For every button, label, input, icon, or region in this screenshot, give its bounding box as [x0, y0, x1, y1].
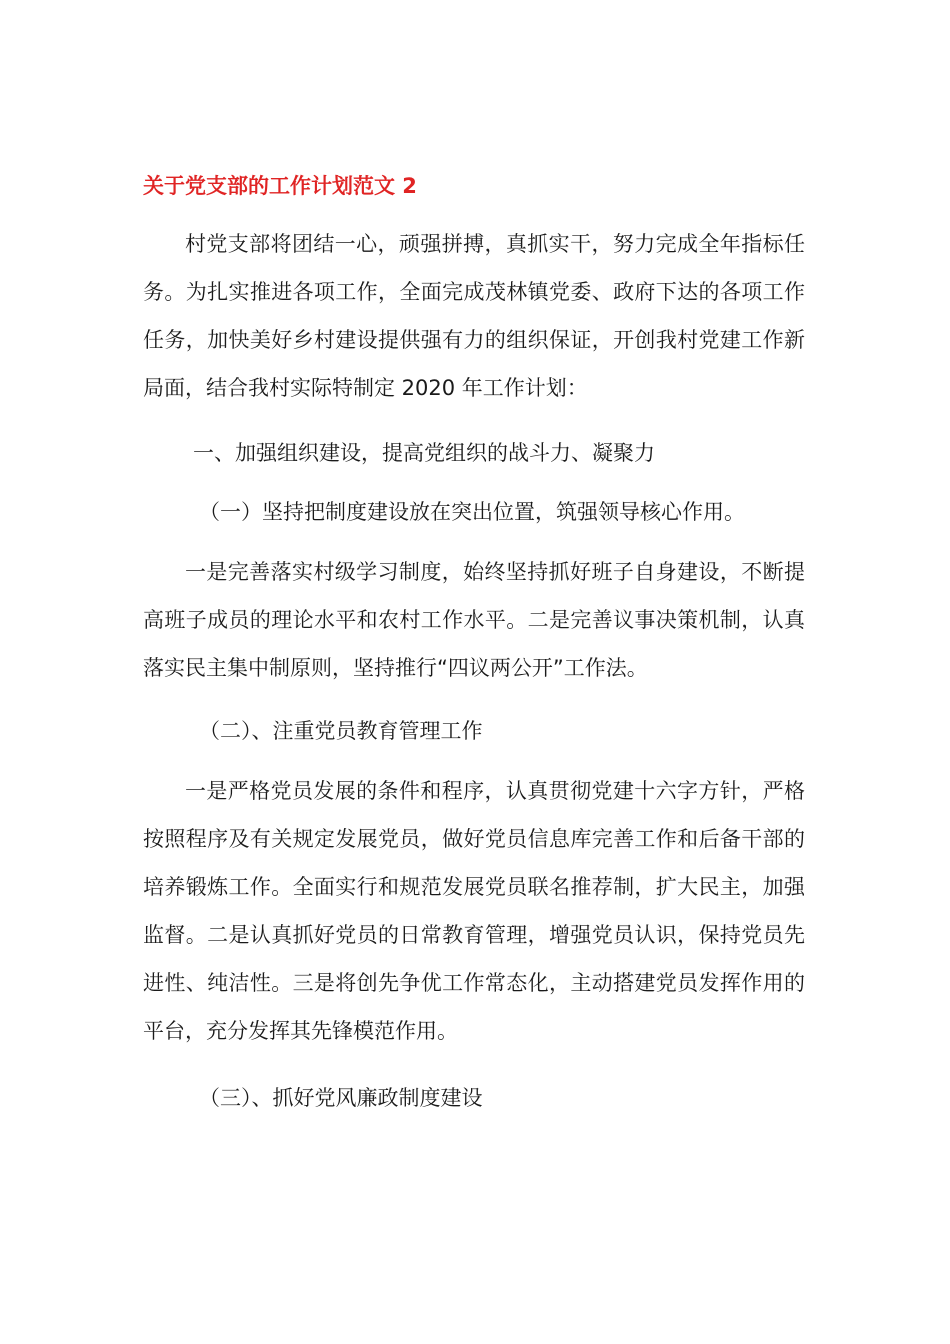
- subsection-2-body: 一是严格党员发展的条件和程序，认真贯彻党建十六字方针，严格按照程序及有关规定发展党员，做好党员信息库完善工作和后备干部的培养锻炼工作。全面实行和规范发展党员联名推荐制，扩大民主，加强监督。二是认真抓好党员的日常教育管理，增强党员认识，保持党员先进性、纯洁性。三是将创先争优工作常态化，主动搭建党员发挥作用的平台，充分发挥其先锋模范作用。: [143, 779, 805, 1043]
- subsection-1-heading: （一）坚持把制度建设放在突出位置，筑强领导核心作用。: [199, 500, 745, 524]
- subsection-1-body: 一是完善落实村级学习制度，始终坚持抓好班子自身建设，不断提高班子成员的理论水平和农村工作水平。二是完善议事决策机制，认真落实民主集中制原则，坚持推行“四议两公开”工作法。: [143, 560, 805, 680]
- section-1-heading: 一、加强组织建设，提高党组织的战斗力、凝聚力: [193, 441, 655, 465]
- subsection-2-heading: （二）、注重党员教育管理工作: [199, 719, 483, 743]
- subsection-3-heading: （三）、抓好党风廉政制度建设: [199, 1086, 483, 1110]
- document-title: 关于党支部的工作计划范文 2: [143, 174, 417, 198]
- intro-paragraph: 村党支部将团结一心，顽强拼搏，真抓实干，努力完成全年指标任务。为扎实推进各项工作，全面完成茂林镇党委、政府下达的各项工作任务，加快美好乡村建设提供强有力的组织保证，开创我村党建工作新局面，结合我村实际特制定 2020 年工作计划：: [143, 232, 805, 400]
